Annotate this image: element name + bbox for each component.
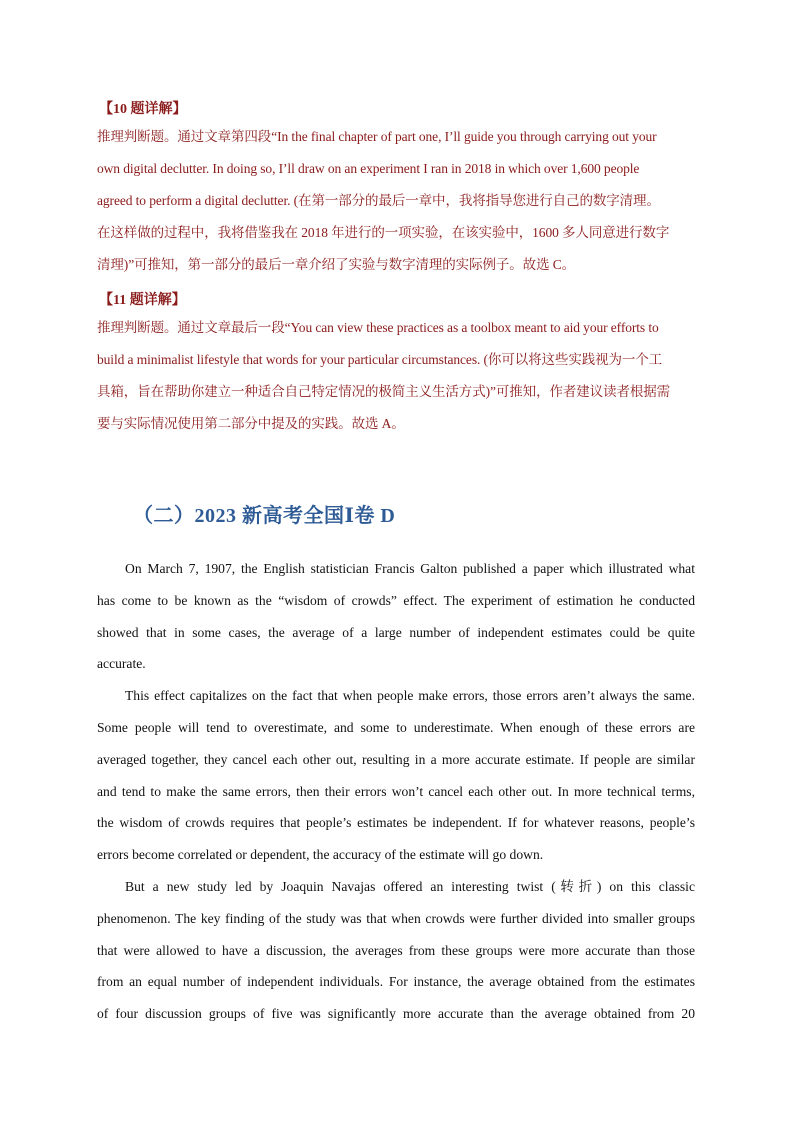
passage-line: showed that in some cases, the average of a large number of independent estimates could be quite [97,624,695,640]
explanation-line: 推理判断题。通过文章最后一段“You can view these practices as a toolbox meant to aid your efforts to [97,320,659,335]
explanation-line: 在这样做的过程中，我将借鉴我在 2018 年进行的一项实验，在该实验中，1600 多人同意进行数字 [97,225,670,240]
passage-line: This effect capitalizes on the fact that when people make errors, those errors aren’t always the same. [125,688,695,704]
explanation-q11 [97,290,695,440]
passage-line: that were allowed to have a discussion, the averages from these groups were more accurate than those [97,942,695,958]
explanation-line: 要与实际情况使用第二部分中提及的实践。故选 A。 [97,416,405,431]
explanation-line: build a minimalist lifestyle that words for your particular circumstances. (你可以将这些实践视为一个工 [97,352,663,367]
explanation-line: 清理)”可推知，第一部分的最后一章介绍了实验与数字清理的实际例子。故选 C。 [97,257,576,272]
section-title: （二）2023 新高考全国Ⅰ卷 D [133,505,396,527]
explanation-line: 推理判断题。通过文章第四段“In the final chapter of part one, I’ll guide you through carrying out your [97,129,657,144]
reading-passage [97,553,695,1030]
passage-line: Some people will tend to overestimate, and some to underestimate. When enough of these errors are [97,719,695,735]
passage-line: errors become correlated or dependent, the accuracy of the estimate will go down. [97,847,544,863]
passage-line: has come to be known as the “wisdom of crowds” effect. The experiment of estimation he conducted [97,592,695,608]
explanation-line: agreed to perform a digital declutter. (在第一部分的最后一章中，我将指导您进行自己的数字清理。 [97,193,660,208]
passage-line: phenomenon. The key finding of the study was that when crowds were further divided into smaller groups [97,910,695,926]
passage-line: On March 7, 1907, the English statistician Francis Galton published a paper which illustrated what [125,561,695,576]
passage-line: But a new study led by Joaquin Navajas offered an interesting twist (转折) on this classic [125,878,695,894]
passage-line: and tend to make the same errors, then their errors won’t cancel each other out. In more technical terms, [97,783,695,799]
explanation-heading: 【11 题详解】 [99,293,186,308]
explanation-heading: 【10 题详解】 [99,102,187,117]
passage-line: from an equal number of independent individuals. For instance, the average obtained from the estimates [97,974,695,990]
passage-line: of four discussion groups of five was significantly more accurate than the average obtained from 20 [97,1006,695,1022]
passage-line: accurate. [97,656,146,672]
passage-line: averaged together, they cancel each other out, resulting in a more accurate estimate. If people are similar [97,751,695,767]
explanation-line: 具箱，旨在帮助你建立一种适合自己特定情况的极简主义生活方式)”可推知，作者建议读者根据需 [97,384,671,399]
passage-line: the wisdom of crowds requires that people’s estimates be independent. If for whatever reasons, people’s [97,815,695,831]
explanation-q10 [97,99,695,281]
explanation-line: own digital declutter. In doing so, I’ll draw on an experiment I ran in 2018 in which over 1,600 people [97,161,640,176]
